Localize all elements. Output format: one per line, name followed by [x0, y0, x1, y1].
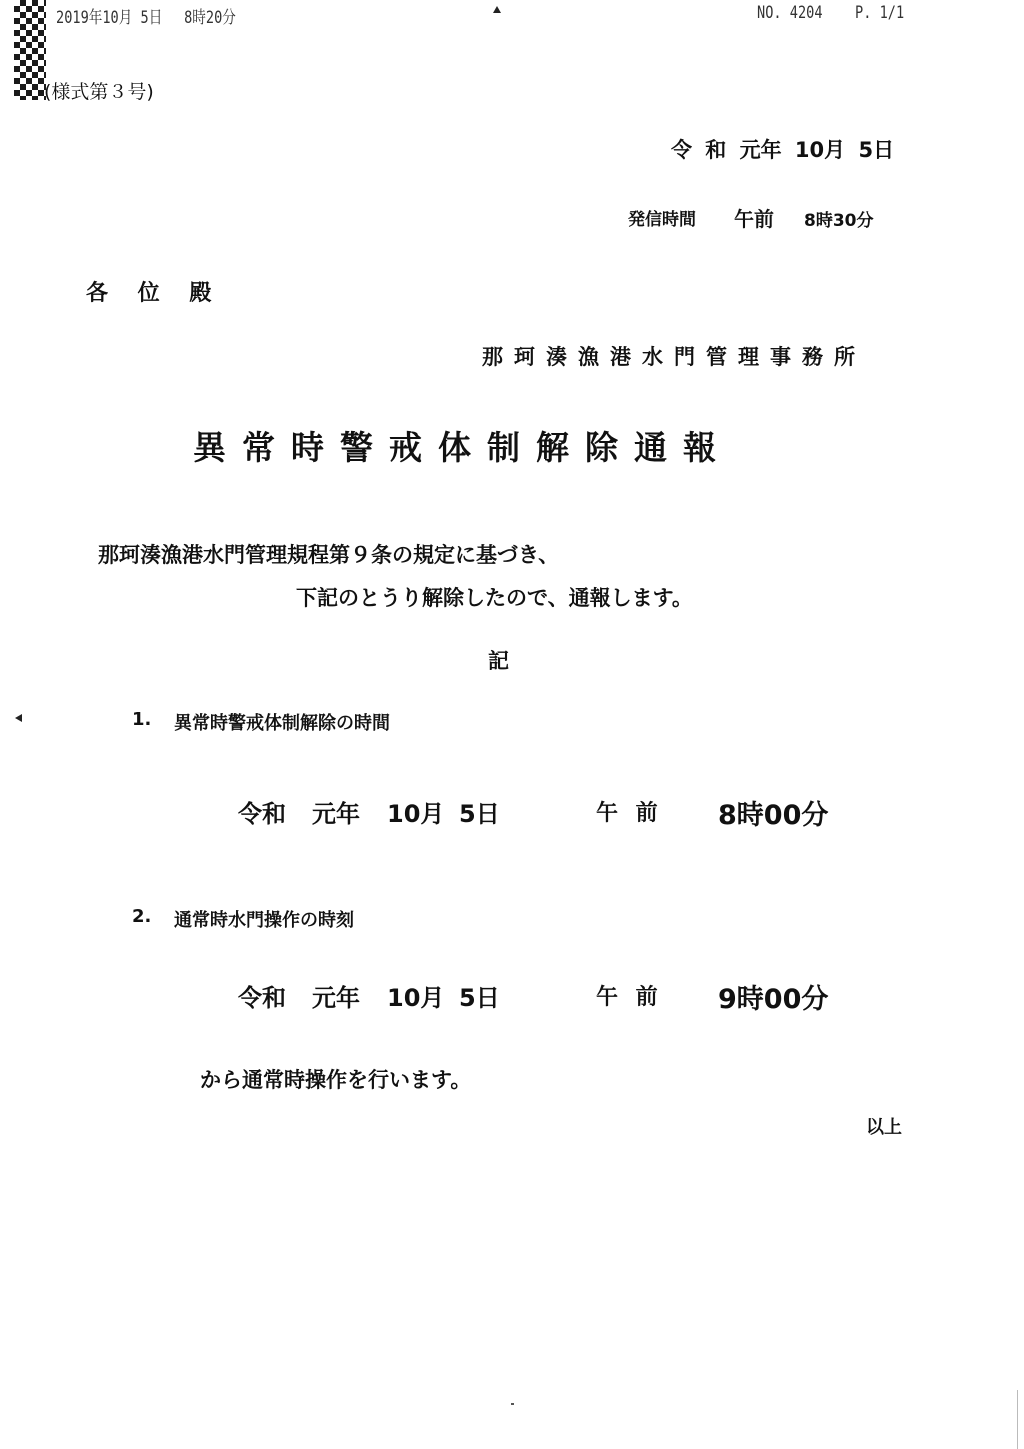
item-2-year: 元年 — [312, 984, 360, 1012]
fax-timestamp: 2019年10月 5日 8時20分 — [56, 8, 236, 28]
item-2-number: 2. — [132, 906, 152, 927]
item-2-ampm: 午 前 — [596, 985, 658, 1010]
body-line-2: 下記のとうり解除したので、通報します。 — [296, 586, 693, 610]
item-1-year: 元年 — [312, 800, 360, 828]
item-1-ampm: 午 前 — [596, 801, 658, 826]
fax-checker-mark — [14, 0, 46, 100]
fax-number: NO. 4204 — [757, 3, 823, 23]
issue-date: 令 和 元年 10月 5日 — [671, 138, 895, 162]
send-time-label: 発信時間 — [628, 210, 696, 230]
document-title: 異常時警戒体制解除通報 — [193, 428, 732, 467]
fax-page: P. 1/1 — [855, 3, 905, 23]
item-1-month: 10月 — [387, 800, 445, 828]
item-1-era: 令和 — [238, 800, 286, 828]
scan-marker-up-icon — [493, 6, 501, 13]
body-line-1: 那珂湊漁港水門管理規程第９条の規定に基づき、 — [98, 543, 560, 567]
item-1-day: 5日 — [459, 800, 500, 828]
sender-office: 那珂湊漁港水門管理事務所 — [482, 345, 866, 369]
scan-speck — [511, 1403, 514, 1405]
send-time-value: 8時30分 — [804, 211, 874, 231]
item-2-month: 10月 — [387, 984, 445, 1012]
item-1-heading: 異常時警戒体制解除の時間 — [174, 713, 390, 734]
addressee: 各 位 殿 — [86, 281, 212, 306]
scan-edge-line — [1017, 1390, 1018, 1449]
item-2-time: 9時00分 — [718, 984, 829, 1015]
scan-marker-left-icon — [15, 714, 22, 722]
item-2-era: 令和 — [238, 984, 286, 1012]
closing-note: から通常時操作を行います。 — [200, 1068, 472, 1092]
item-1-time: 8時00分 — [718, 800, 829, 831]
ijo-end-mark: 以上 — [866, 1117, 902, 1138]
ki-marker: 記 — [488, 649, 509, 673]
item-1-number: 1. — [132, 709, 152, 730]
send-time-ampm: 午前 — [734, 207, 774, 231]
item-2-day: 5日 — [459, 984, 500, 1012]
form-label: (様式第３号) — [44, 81, 154, 103]
item-2-heading: 通常時水門操作の時刻 — [174, 910, 354, 931]
